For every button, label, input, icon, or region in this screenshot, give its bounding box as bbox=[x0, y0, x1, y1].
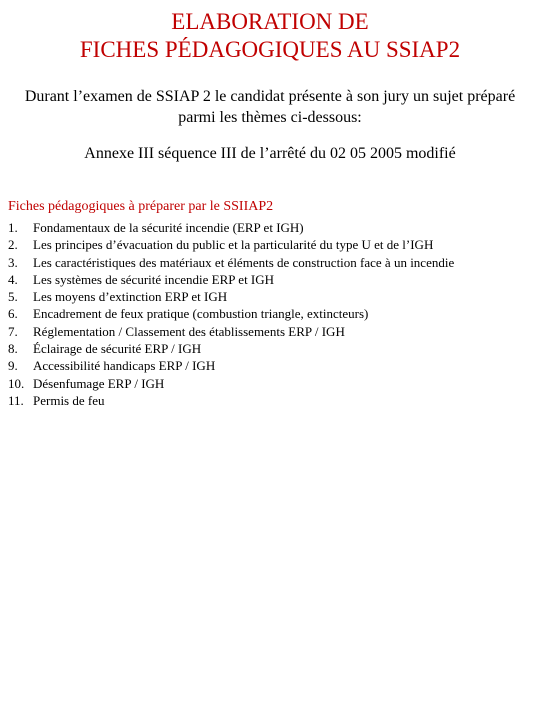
list-item-text: Les principes d’évacuation du public et la particularité du type U et de l’IGH bbox=[33, 237, 434, 253]
list-item-number: 8. bbox=[8, 341, 18, 357]
list-item-text: Permis de feu bbox=[33, 392, 105, 408]
document-title-line-1: ELABORATION DE bbox=[171, 9, 369, 34]
intro-paragraph: Durant l’examen de SSIAP 2 le candidat présente à son jury un sujet préparé parmi les thèmes ci-dessous: bbox=[24, 88, 516, 126]
list-item-number: 10. bbox=[8, 375, 25, 391]
list-item-text: Réglementation / Classement des établissements ERP / IGH bbox=[33, 323, 345, 339]
list-item-text: Les systèmes de sécurité incendie ERP et IGH bbox=[33, 271, 275, 287]
list-item-number: 5. bbox=[8, 289, 18, 305]
list-item-text: Les moyens d’extinction ERP et IGH bbox=[33, 289, 228, 305]
list-item-text: Les caractéristiques des matériaux et éléments de construction face à un incendie bbox=[33, 254, 455, 270]
list-item-number: 9. bbox=[8, 358, 18, 374]
list-item-number: 11. bbox=[8, 392, 24, 408]
list-heading: Fiches pédagogiques à préparer par le SSIIAP2 bbox=[8, 199, 274, 214]
list-item-number: 1. bbox=[8, 220, 18, 235]
list-item-text: Éclairage de sécurité ERP / IGH bbox=[33, 341, 202, 357]
document-title-line-2: FICHES PÉDAGOGIQUES AU SSIAP2 bbox=[79, 37, 461, 62]
list-item-number: 4. bbox=[8, 271, 18, 287]
list-item-number: 7. bbox=[8, 323, 18, 339]
annexe-reference: Annexe III séquence III de l’arrêté du 02 05 2005 modifié bbox=[84, 145, 456, 162]
list-item-number: 3. bbox=[8, 254, 18, 270]
list-item-text: Fondamentaux de la sécurité incendie (ERP et IGH) bbox=[33, 220, 304, 235]
list-item-number: 6. bbox=[8, 306, 18, 322]
list-item-text: Désenfumage ERP / IGH bbox=[33, 375, 165, 391]
list-item-number: 2. bbox=[8, 237, 18, 253]
list-item-text: Accessibilité handicaps ERP / IGH bbox=[33, 358, 216, 374]
list-item-text: Encadrement de feux pratique (combustion triangle, extincteurs) bbox=[33, 306, 369, 322]
